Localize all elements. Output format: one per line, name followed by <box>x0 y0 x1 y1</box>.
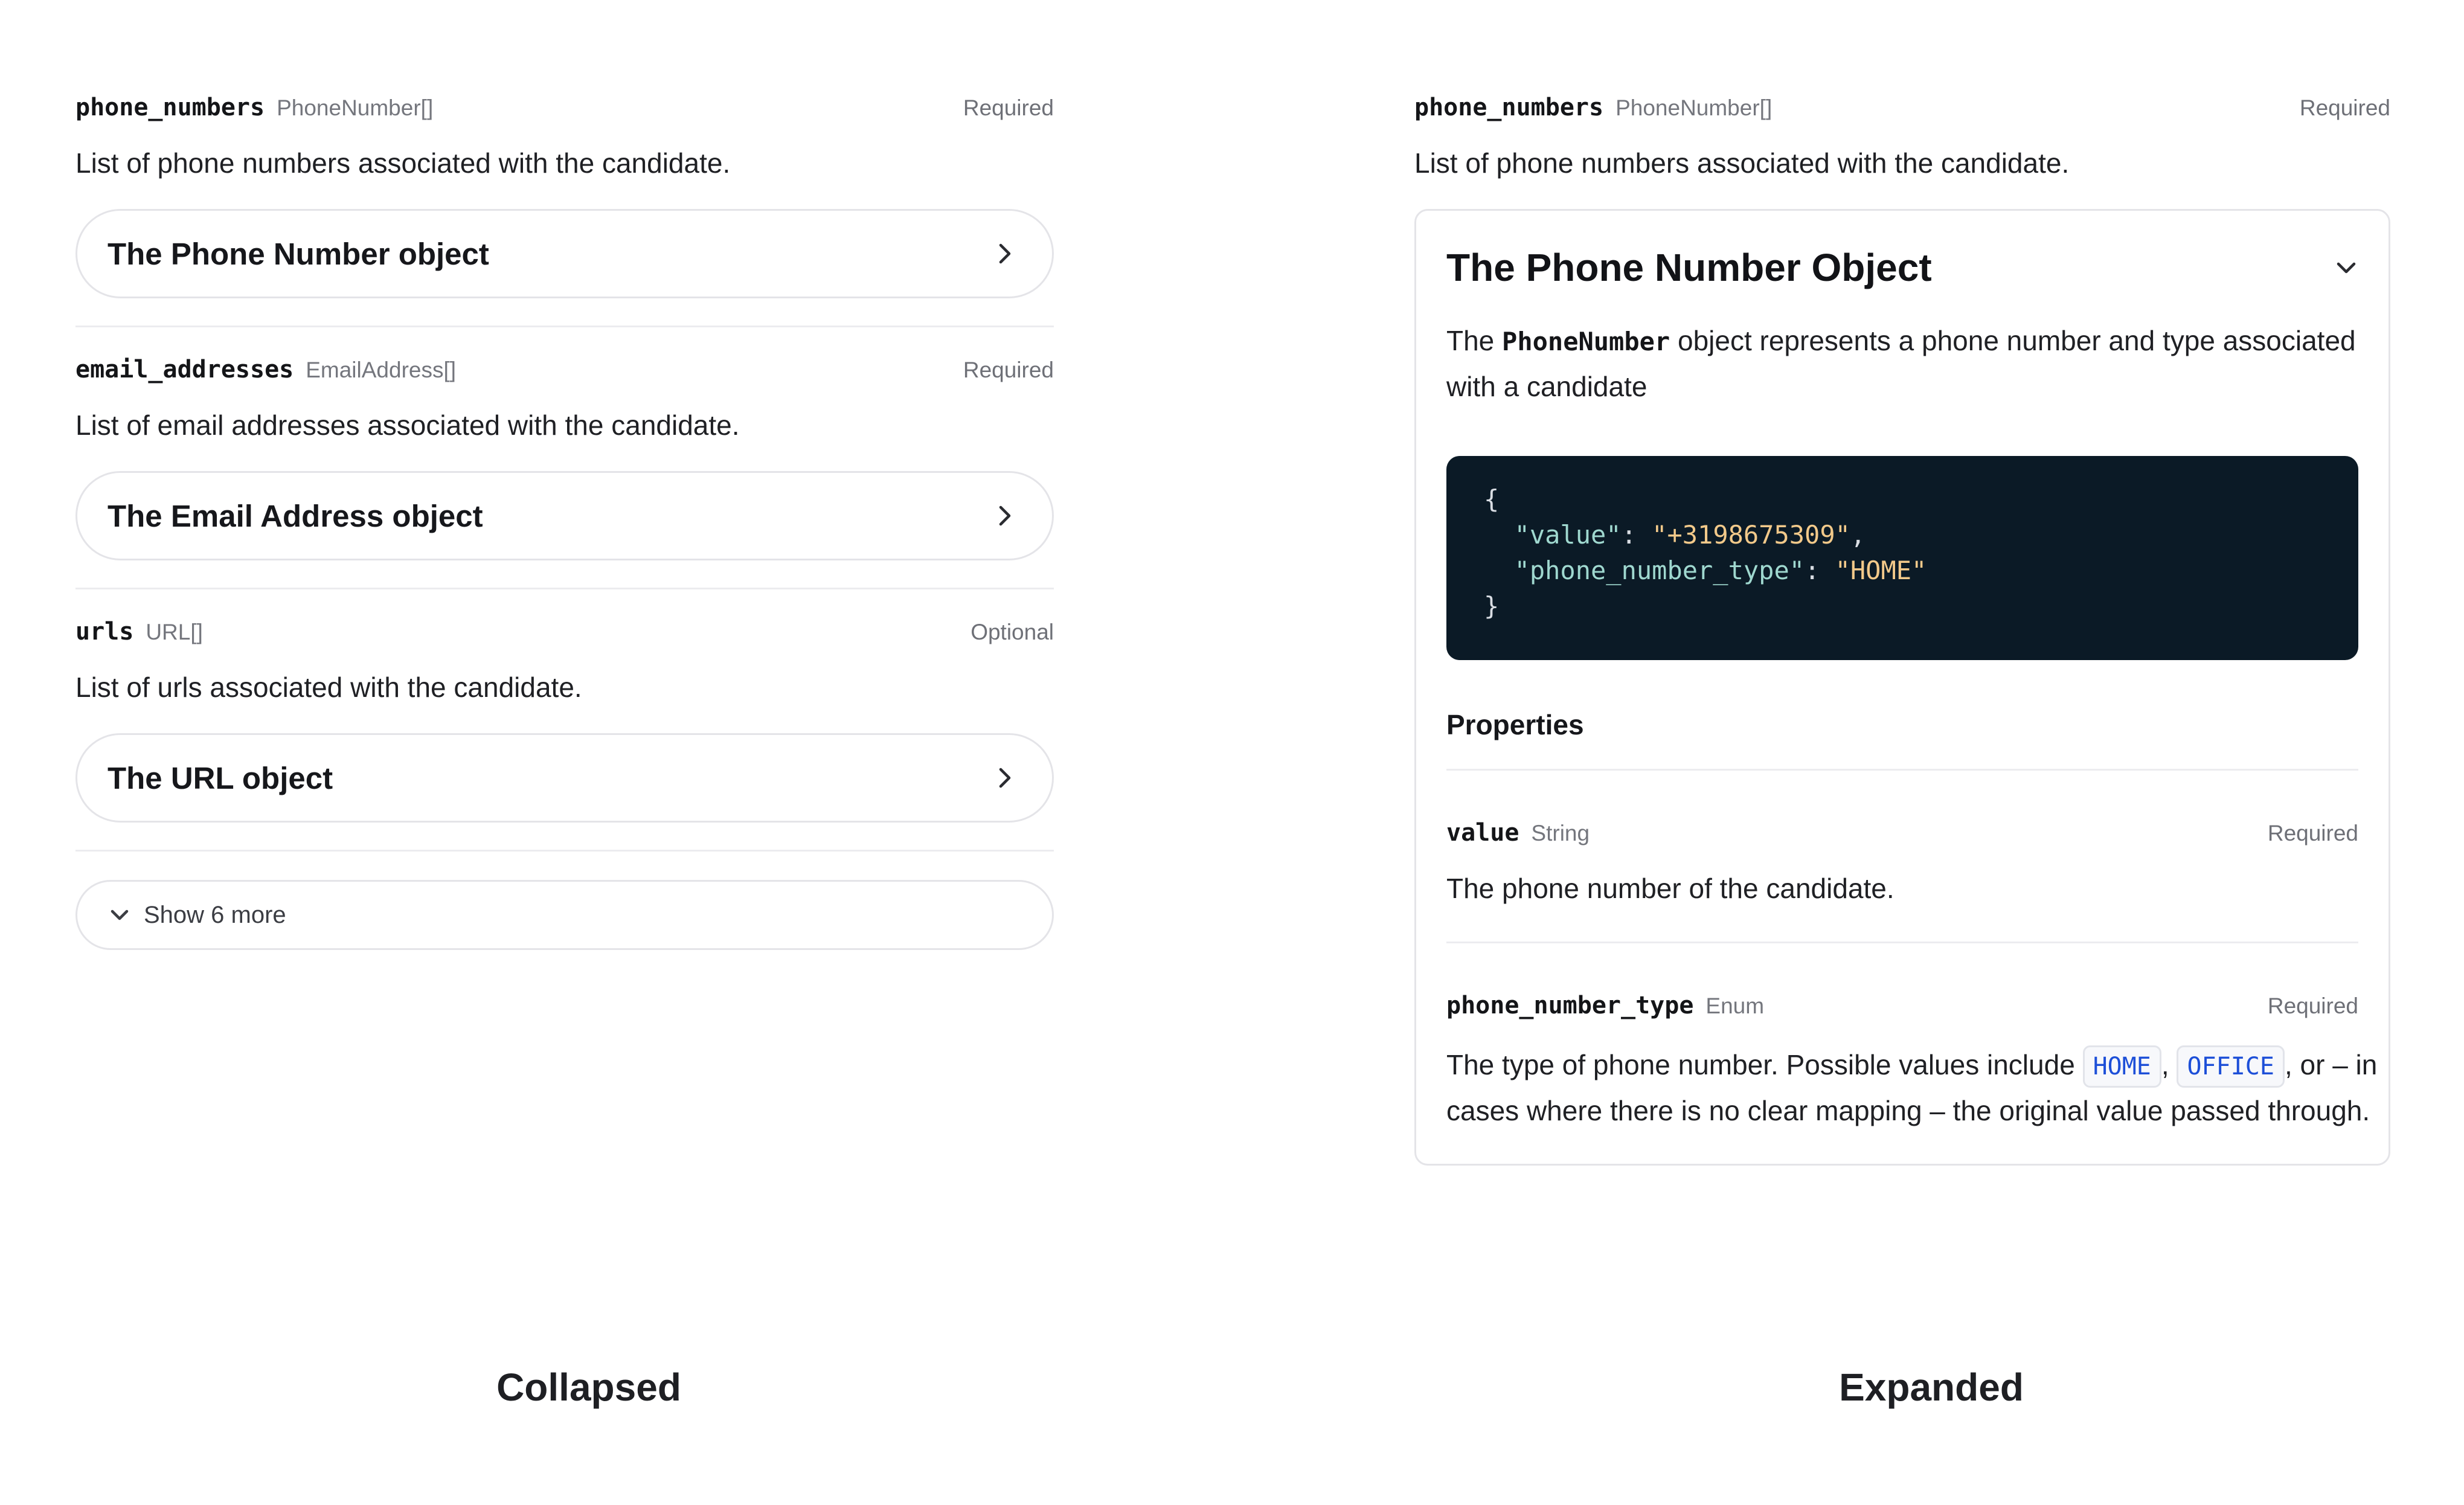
enum-value-office: OFFICE <box>2177 1045 2285 1088</box>
field-header <box>1414 94 2390 133</box>
property-phone-number-type <box>1446 942 2378 1134</box>
object-description <box>1446 318 2358 409</box>
field-title-group <box>1414 94 1772 121</box>
field-name: phone_numbers <box>1414 94 1604 121</box>
expanded-view <box>1414 94 2390 1166</box>
chevron-right-icon <box>993 242 1017 266</box>
field-title-group <box>75 356 456 383</box>
object-description-prefix: The <box>1446 325 1495 356</box>
property-requirement: Required <box>2267 993 2358 1018</box>
properties-heading: Properties <box>1446 708 2358 771</box>
enum-value-home: HOME <box>2083 1045 2161 1088</box>
property-header <box>1446 819 2358 858</box>
url-object-toggle[interactable] <box>75 733 1054 823</box>
code-key: "phone_number_type" <box>1514 556 1805 585</box>
code-close-brace: } <box>1484 591 1500 621</box>
object-toggle-label: The Phone Number object <box>107 236 489 271</box>
field-email-addresses <box>75 356 1054 589</box>
field-header <box>75 356 1054 395</box>
field-requirement: Required <box>2299 95 2390 120</box>
code-value: "HOME" <box>1835 556 1927 585</box>
phone-number-object-toggle[interactable] <box>1446 237 2358 298</box>
field-title-group <box>75 94 433 121</box>
chevron-right-icon <box>993 504 1017 528</box>
object-toggle-label: The URL object <box>107 760 333 795</box>
field-phone-numbers <box>75 94 1054 327</box>
property-description: The type of phone number. Possible values include HOME , OFFICE , or – in cases where there is no clear mapping – the original value passed through. <box>1446 1042 2382 1134</box>
field-description: List of email addresses associated with the candidate. <box>75 409 740 441</box>
property-title-group <box>1446 992 1764 1019</box>
field-type: PhoneNumber[] <box>277 95 434 120</box>
collapsed-view <box>75 94 1054 950</box>
property-title-group <box>1446 819 1590 847</box>
property-description-suffix: , or – in cases where there is no clear mapping – the original value passed through. <box>1446 1049 2378 1126</box>
property-header <box>1446 992 2358 1031</box>
field-description: List of phone numbers associated with the candidate. <box>75 147 731 179</box>
chevron-right-icon <box>993 766 1017 790</box>
code-open-brace: { <box>1484 484 1500 514</box>
chevron-down-icon <box>2334 255 2358 280</box>
object-code-name: PhoneNumber <box>1502 327 1670 356</box>
property-value <box>1446 771 2358 942</box>
field-type: PhoneNumber[] <box>1615 95 1773 120</box>
field-header <box>75 94 1054 133</box>
object-title: The Phone Number Object <box>1446 246 1932 289</box>
field-header <box>75 618 1054 657</box>
show-more-button[interactable] <box>75 880 1054 950</box>
code-example: { "value": "+3198675309", "phone_number_type": "HOME" } <box>1446 456 2358 660</box>
field-name: email_addresses <box>75 356 294 383</box>
property-name: value <box>1446 819 1519 847</box>
code-value: "+3198675309" <box>1652 520 1850 550</box>
field-requirement: Optional <box>971 620 1054 644</box>
property-requirement: Required <box>2267 821 2358 846</box>
object-description-suffix: object represents a phone number and type associated with a candidate <box>1446 325 2356 402</box>
show-more-label: Show 6 more <box>144 901 286 928</box>
object-toggle-label: The Email Address object <box>107 498 483 533</box>
field-title-group <box>75 618 203 646</box>
phone-number-object-panel <box>1414 209 2390 1166</box>
expanded-caption: Expanded <box>1839 1365 2024 1409</box>
email-address-object-toggle[interactable] <box>75 471 1054 560</box>
collapsed-caption: Collapsed <box>496 1365 681 1409</box>
chevron-down-icon <box>107 903 132 927</box>
property-description: The phone number of the candidate. <box>1446 873 1895 904</box>
property-description-prefix: The type of phone number. Possible values include <box>1446 1049 2075 1080</box>
field-type: URL[] <box>146 620 203 644</box>
property-type: Enum <box>1705 993 1765 1018</box>
field-description: List of phone numbers associated with the candidate. <box>1414 147 2070 179</box>
code-key: "value" <box>1514 520 1622 550</box>
field-name: phone_numbers <box>75 94 265 121</box>
field-name: urls <box>75 618 134 646</box>
field-type: EmailAddress[] <box>306 358 457 382</box>
field-requirement: Required <box>963 358 1054 382</box>
field-description: List of urls associated with the candidate. <box>75 672 582 703</box>
phone-number-object-toggle[interactable] <box>75 209 1054 298</box>
field-urls <box>75 618 1054 852</box>
property-type: String <box>1531 821 1590 846</box>
field-requirement: Required <box>963 95 1054 120</box>
property-name: phone_number_type <box>1446 992 1694 1019</box>
